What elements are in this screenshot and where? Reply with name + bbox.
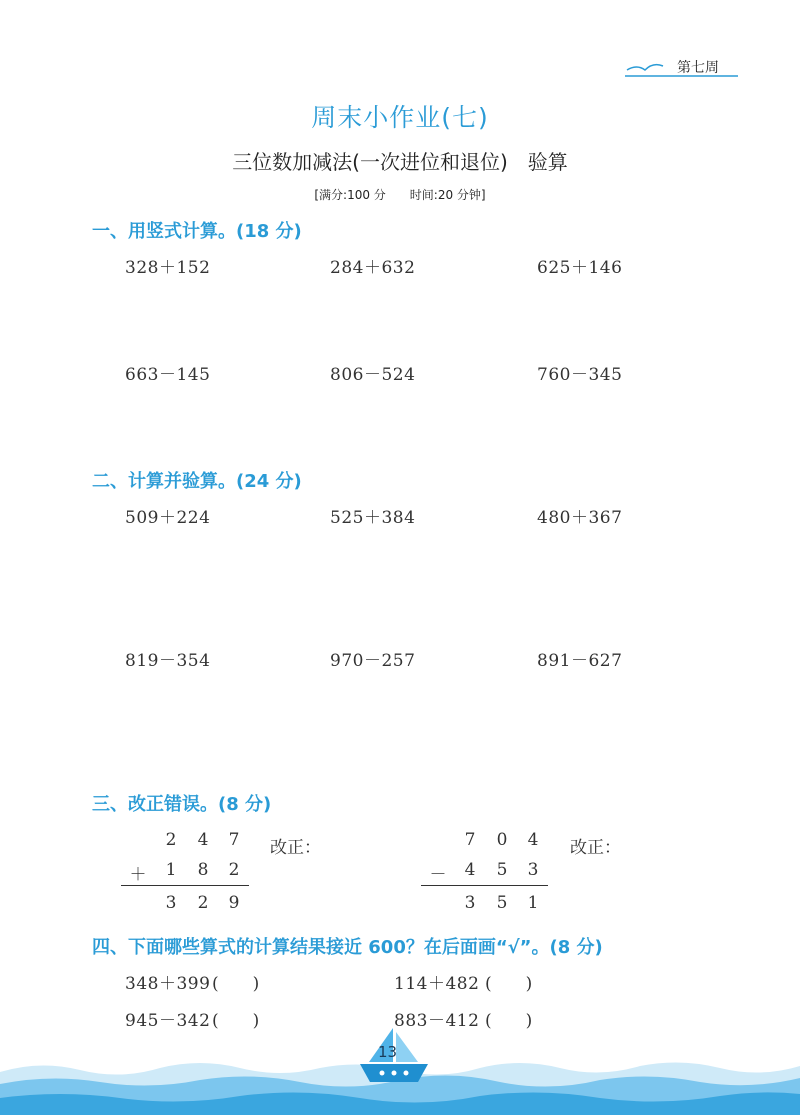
calc2-top-digit: 7 (464, 830, 476, 850)
section4-heading: 四、下面哪些算式的计算结果接近 600？在后面画“√”。(8 分) (92, 937, 603, 958)
calc2-result-digit: 1 (527, 893, 539, 913)
section2-expression: 970－257 (330, 651, 416, 671)
calc2-bottom-digit: 5 (496, 860, 508, 880)
calc1-top-digit: 2 (165, 830, 177, 850)
calc2-top-digit: 0 (496, 830, 508, 850)
answer-blank[interactable]: ( ) (485, 1011, 533, 1031)
page-number: 13 (378, 1043, 398, 1061)
calc1-bottom-digit: 8 (197, 860, 209, 880)
calc1-bottom-digit: 2 (228, 860, 240, 880)
section2-expression: 509＋224 (125, 508, 211, 528)
calc1-top-digit: 4 (197, 830, 209, 850)
fix-label: 改正： (570, 838, 621, 858)
wave-footer-decoration (0, 1020, 800, 1115)
section2-expression: 480＋367 (537, 508, 623, 528)
calc1-result-digit: 9 (228, 893, 240, 913)
calc1-bottom-digit: 1 (165, 860, 177, 880)
answer-blank[interactable]: ( ) (212, 1011, 260, 1031)
week-tab (625, 54, 740, 80)
section1-expression: 625＋146 (537, 258, 623, 278)
week-label: 第七周 (677, 60, 719, 76)
page-title: 周末小作业(七) (311, 103, 489, 132)
calc1-result-line (121, 885, 249, 886)
section4-expression: 945－342 (125, 1011, 211, 1031)
section4-expression: 114＋482 (394, 974, 480, 994)
section2-heading: 二、计算并验算。(24 分) (92, 471, 302, 492)
calc1-result-digit: 2 (197, 893, 209, 913)
section2-expression: 891－627 (537, 651, 623, 671)
section4-expression: 348＋399 (125, 974, 211, 994)
calc1-top-digit: 7 (228, 830, 240, 850)
calc2-result-digit: 3 (464, 893, 476, 913)
section1-expression: 760－345 (537, 365, 623, 385)
section3-heading: 三、改正错误。(8 分) (92, 794, 272, 815)
section1-expression: 328＋152 (125, 258, 211, 278)
calc2-operator: － (429, 865, 447, 885)
answer-blank[interactable]: ( ) (485, 974, 533, 994)
section2-expression: 819－354 (125, 651, 211, 671)
calc2-result-digit: 5 (496, 893, 508, 913)
answer-blank[interactable]: ( ) (212, 974, 260, 994)
section1-expression: 284＋632 (330, 258, 416, 278)
calc1-operator: ＋ (129, 865, 147, 885)
section4-expression: 883－412 (394, 1011, 480, 1031)
calc2-top-digit: 4 (527, 830, 539, 850)
section2-expression: 525＋384 (330, 508, 416, 528)
calc1-result-digit: 3 (165, 893, 177, 913)
fix-label: 改正： (270, 838, 321, 858)
calc2-bottom-digit: 4 (464, 860, 476, 880)
section1-heading: 一、用竖式计算。(18 分) (92, 221, 302, 242)
section1-expression: 663－145 (125, 365, 211, 385)
calc2-result-line (421, 885, 548, 886)
page-subtitle: 三位数加减法(一次进位和退位) 验算 (232, 150, 568, 174)
section1-expression: 806－524 (330, 365, 416, 385)
calc2-bottom-digit: 3 (527, 860, 539, 880)
score-time-info: [满分:100 分 时间:20 分钟] (314, 188, 486, 202)
